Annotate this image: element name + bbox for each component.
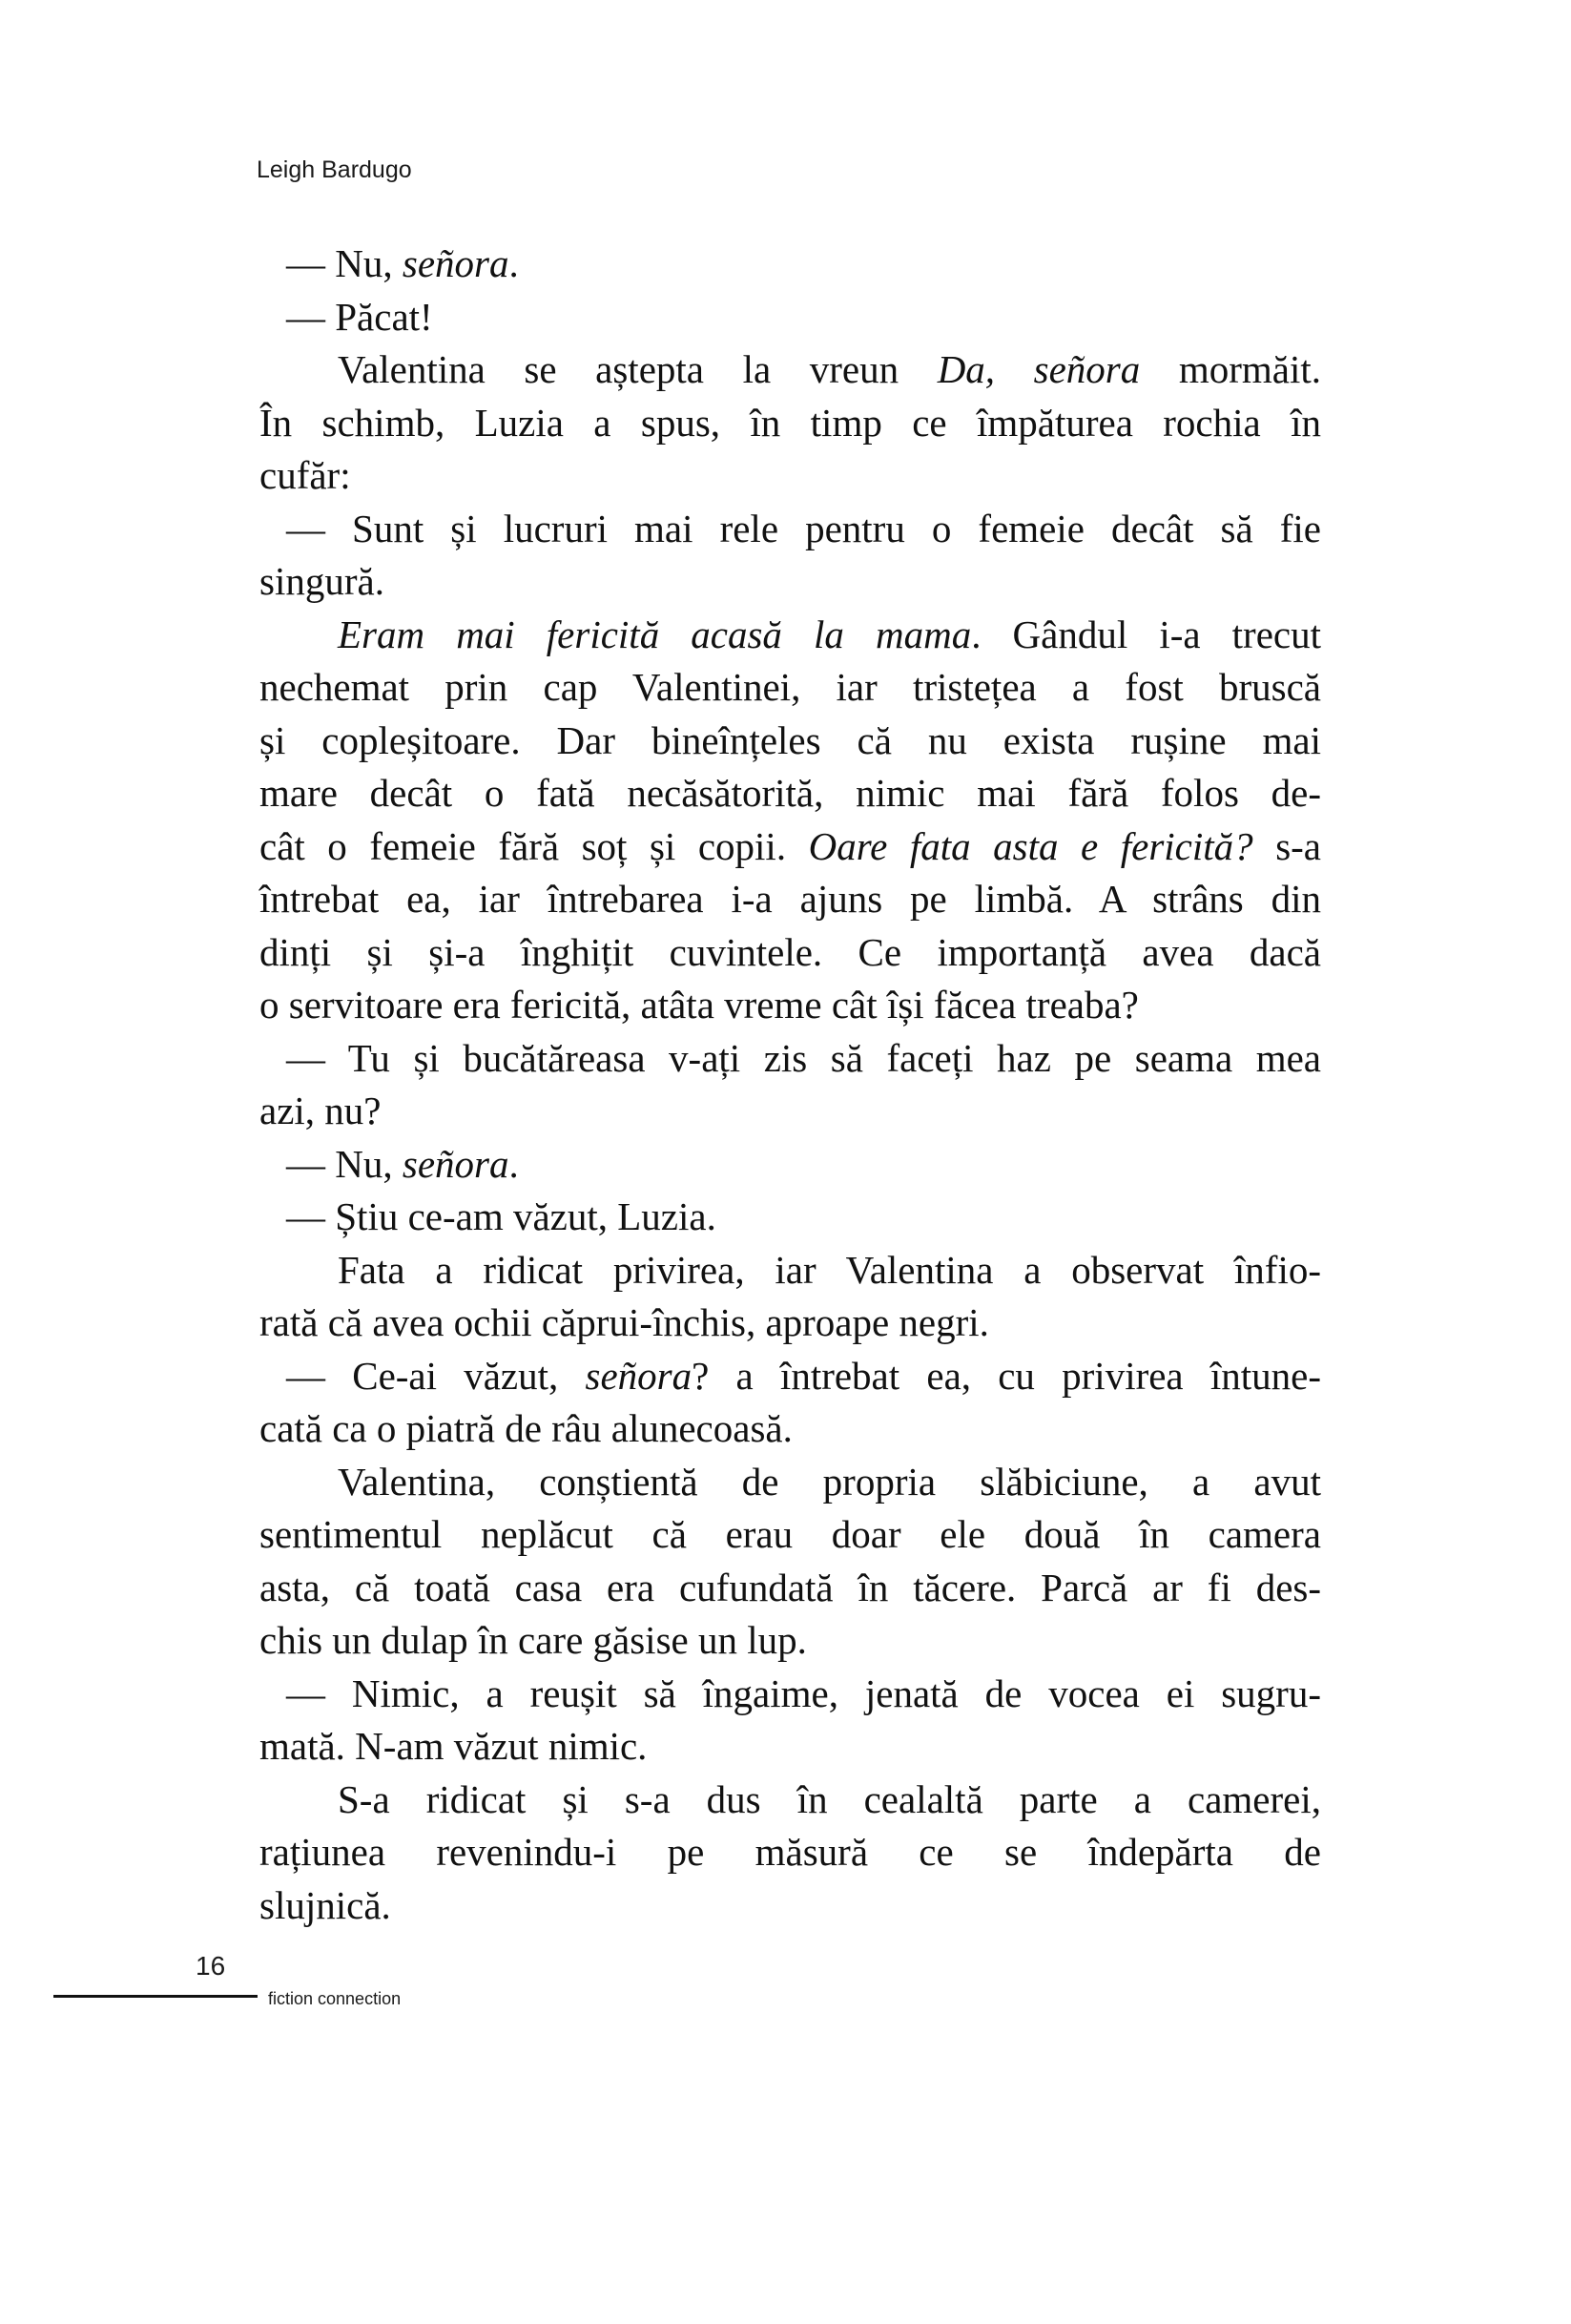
text-segment: — Nu, (286, 241, 403, 285)
footer-rule (53, 1995, 258, 1998)
text-line (259, 820, 1321, 874)
text-segment: — Nimic, a reușit să îngaime, jenată de vocea ei sugru- (286, 1670, 1321, 1715)
text-segment: ? a întrebat ea, cu privirea întune- (692, 1353, 1321, 1398)
italic-text: señora (585, 1353, 692, 1398)
text-segment: și copleșitoare. Dar bineînțeles că nu exista rușine mai (259, 717, 1321, 762)
text-segment: mormăit. (1140, 347, 1322, 391)
text-line (338, 609, 1321, 662)
text-line (338, 343, 1321, 397)
text-segment: — Sunt și lucruri mai rele pentru o femeie decât să fie (286, 506, 1321, 550)
text-segment: — Ce-ai văzut, (286, 1353, 586, 1398)
text-line (259, 1720, 1321, 1774)
text-line (259, 555, 1321, 609)
text-line (259, 873, 1321, 926)
text-line (259, 767, 1321, 820)
text-line (286, 1350, 1321, 1403)
text-line (259, 715, 1321, 768)
text-line (338, 1244, 1321, 1297)
italic-text: Oare fata asta e fericită? (808, 823, 1253, 868)
text-line (259, 1508, 1321, 1562)
text-segment: . (508, 241, 519, 285)
text-segment: sentimentul neplăcut că erau doar ele două în camera (259, 1512, 1321, 1556)
text-segment: azi, nu? (259, 1089, 382, 1132)
text-segment: slujnică. (259, 1882, 391, 1927)
text-segment: rată că avea ochii căprui-închis, aproape negri. (259, 1300, 989, 1344)
text-segment: — Știu ce-am văzut, Luzia. (286, 1194, 716, 1238)
text-line (259, 397, 1321, 450)
footer-series-label: fiction connection (268, 1989, 402, 2008)
text-segment: . Gândul i-a trecut (971, 612, 1321, 656)
italic-text: señora (402, 1141, 509, 1186)
text-segment: mată. N-am văzut nimic. (259, 1724, 648, 1768)
text-segment: . (508, 1141, 519, 1186)
text-segment: rațiunea revenindu-i pe măsură ce se îndepărta de (259, 1830, 1321, 1874)
text-segment: cât o femeie fără soț și copii. (259, 823, 809, 868)
running-head-author: Leigh Bardugo (257, 156, 412, 183)
text-line (259, 1614, 1321, 1668)
text-segment: mare decât o fată necăsătorită, nimic mai fără folos de- (259, 771, 1321, 815)
text-line (286, 1191, 1321, 1244)
text-line (259, 1402, 1321, 1456)
text-segment: Valentina se aștepta la vreun (338, 347, 938, 391)
text-segment: chis un dulap în care găsise un lup. (259, 1618, 807, 1662)
text-segment: s-a (1252, 823, 1321, 868)
text-line (286, 291, 1321, 344)
text-line (259, 1085, 1321, 1138)
text-segment: S-a ridicat și s-a dus în cealaltă parte a camerei, (338, 1776, 1321, 1821)
text-line (286, 1138, 1321, 1192)
text-segment: nechemat prin cap Valentinei, iar tristețea a fost bruscă (259, 665, 1321, 709)
text-line (259, 1826, 1321, 1879)
text-segment: dinți și și-a înghițit cuvintele. Ce importanță avea dacă (259, 929, 1321, 974)
text-segment: — Tu și bucătăreasa v-ați zis să faceți haz pe seama mea (286, 1035, 1321, 1080)
text-line (286, 503, 1321, 556)
text-line (338, 1456, 1321, 1509)
text-line (259, 449, 1321, 503)
italic-text: Da, señora (937, 347, 1141, 391)
text-line (259, 926, 1321, 980)
text-line (286, 1668, 1321, 1721)
text-line (286, 1032, 1321, 1086)
text-segment: — Nu, (286, 1141, 403, 1186)
page-number: 16 (196, 1951, 226, 1981)
text-line (259, 979, 1321, 1032)
text-line (286, 238, 1321, 291)
text-segment: Valentina, conștientă de propria slăbiciune, a avut (338, 1459, 1321, 1504)
italic-text: Eram mai fericită acasă la mama (338, 612, 972, 656)
italic-text: señora (402, 241, 509, 285)
text-line (259, 661, 1321, 715)
text-line (259, 1297, 1321, 1350)
text-line (259, 1879, 1321, 1933)
text-segment: — Păcat! (286, 294, 433, 339)
text-line (259, 1562, 1321, 1615)
text-segment: În schimb, Luzia a spus, în timp ce împăturea rochia în (259, 400, 1321, 445)
text-segment: asta, că toată casa era cufundată în tăcere. Parcă ar fi des- (259, 1565, 1321, 1609)
text-segment: cată ca o piatră de râu alunecoasă. (259, 1406, 793, 1450)
text-line (338, 1774, 1321, 1827)
text-segment: cufăr: (259, 453, 351, 497)
text-segment: o servitoare era fericită, atâta vreme cât își făcea treaba? (259, 983, 1139, 1027)
text-segment: întrebat ea, iar întrebarea i-a ajuns pe limbă. A strâns din (259, 877, 1321, 921)
text-segment: singură. (259, 559, 384, 603)
text-segment: Fata a ridicat privirea, iar Valentina a observat înfio- (338, 1247, 1321, 1292)
